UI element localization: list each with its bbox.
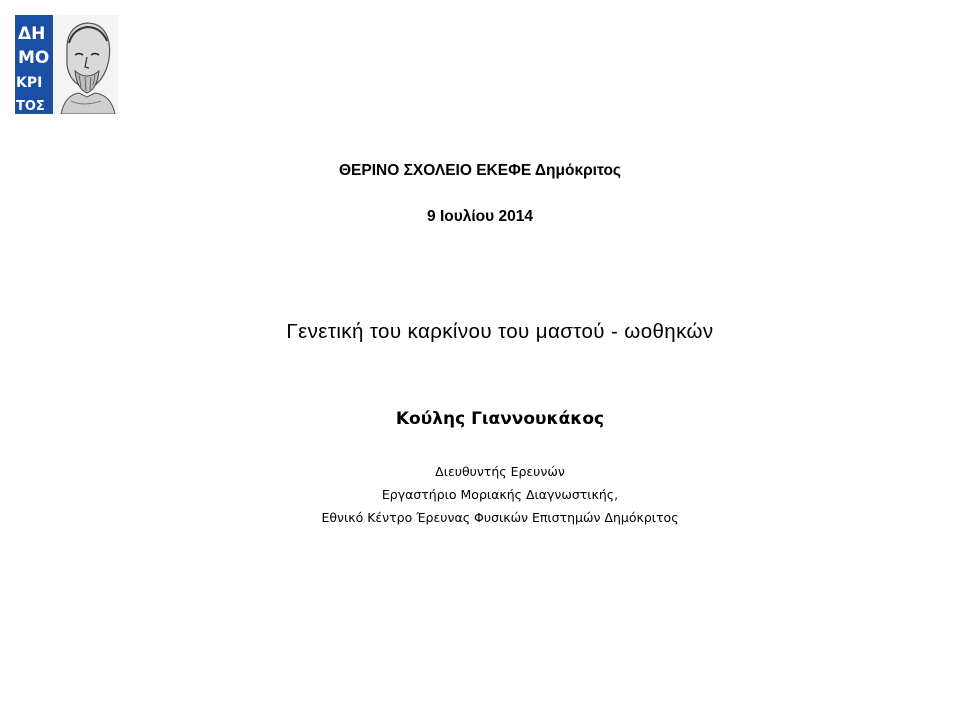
demokritos-logo-icon (15, 15, 118, 114)
speaker-name: Κούλης Γιαννουκάκος (395, 409, 605, 429)
speaker-lab: Εργαστήριο Μοριακής Διαγνωστικής, (381, 487, 619, 502)
speaker-institute: Εθνικό Κέντρο Έρευνας Φυσικών Επιστημών Δημόκριτος (321, 510, 679, 525)
speaker-position: Διευθυντής Ερευνών (435, 464, 565, 479)
event-date: 9 Ιουλίου 2014 (427, 208, 533, 225)
event-title: ΘΕΡΙΝΟ ΣΧΟΛΕΙΟ ΕΚΕΦΕ Δημόκριτος (339, 162, 621, 179)
logo-portrait (53, 15, 118, 114)
logo-letters (15, 15, 53, 114)
logo-letter-line-1: ΔΗ (18, 24, 46, 44)
logo-letter-line-3: ΚΡΙ (16, 75, 43, 91)
logo-letter-line-4: ΤΟΣ (16, 99, 45, 114)
logo-letter-line-2: ΜΟ (18, 48, 50, 68)
talk-title: Γενετική του καρκίνου του μαστού - ωοθηκών (286, 320, 714, 343)
